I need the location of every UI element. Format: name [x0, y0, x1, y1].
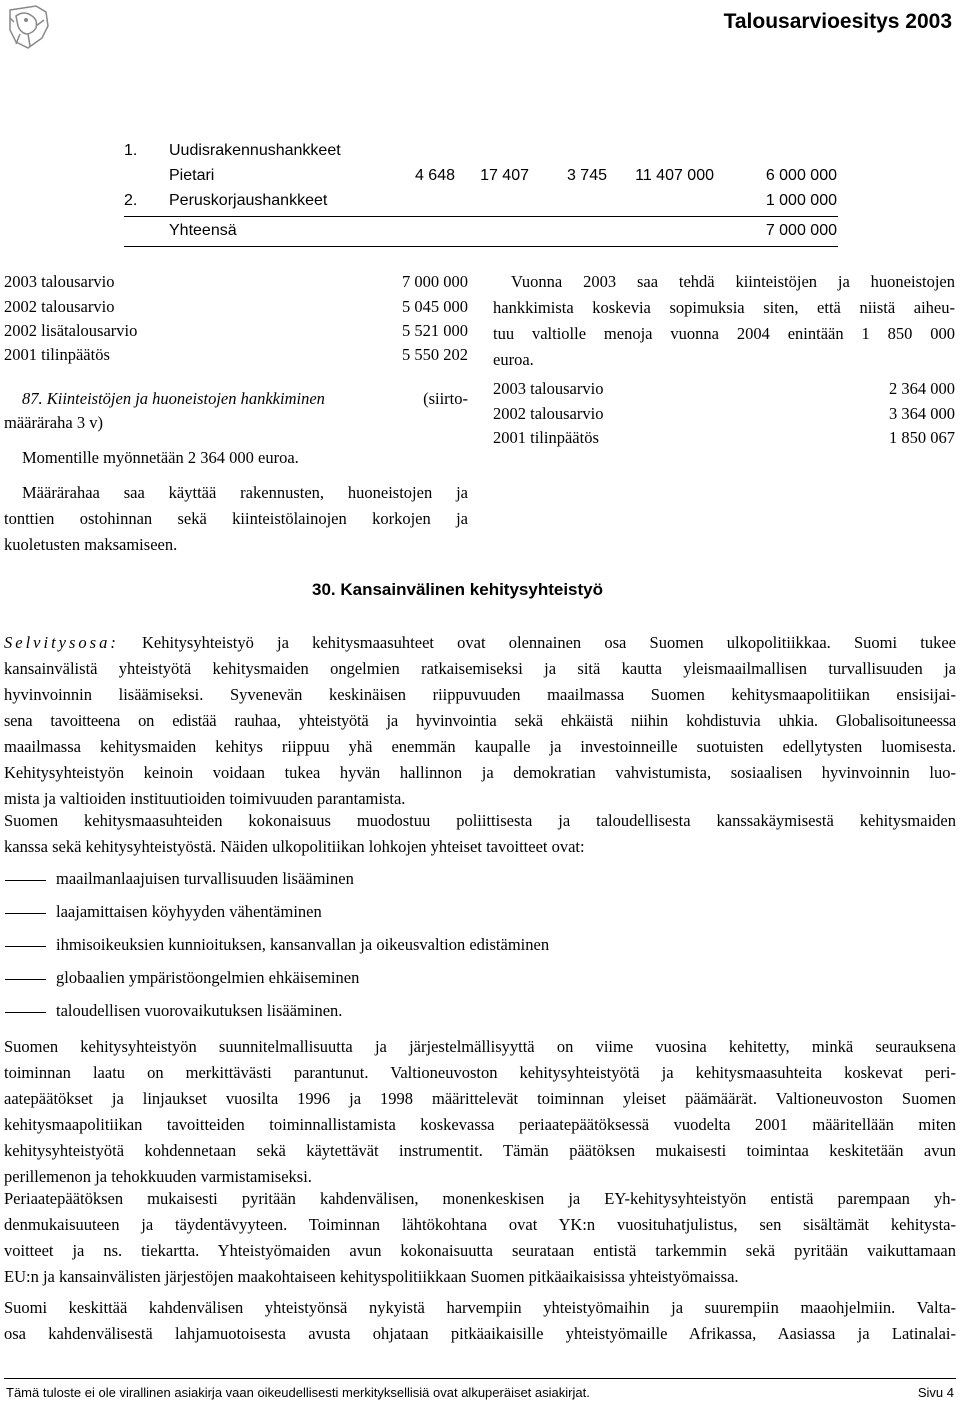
row-number: 2.: [124, 192, 138, 209]
list-item: taloudellisen vuorovaikutuksen lisääminen.: [56, 1001, 343, 1020]
budget-label: 2001 tilinpäätös: [4, 345, 110, 364]
budget-label: 2003 talousarvio: [493, 379, 604, 398]
paragraph: [4, 480, 468, 558]
text-line: toiminnan laatu on merkittävästi parantunut. Valtioneuvoston kehitysyhteistyötä ja kehitysmaasuhteita koskevat peri-: [4, 1063, 956, 1082]
item-heading-title: 87. Kiinteistöjen ja huoneistojen hankkiminen: [22, 389, 325, 408]
paragraph: [4, 1186, 956, 1290]
finnish-lion-crest-icon: [6, 4, 52, 50]
row-number: 1.: [124, 142, 138, 159]
text-line: maailmassa kehitysmaiden kehitys riippuu yhä enemmän kaupalle ja investoinneille suotuisten edellytysten luomisesta.: [4, 737, 956, 756]
text-line: hyvinvoinnin lisäämiseksi. Syvenevän keskinäisen riippuvuuden maailmassa Suomen kehitysmaapolitiikan ensisijai-: [4, 685, 956, 704]
list-item: ihmisoikeuksien kunnioituksen, kansanvallan ja oikeusvaltion edistäminen: [56, 935, 550, 954]
text-line: Suomen kehitysyhteistyön suunnitelmallisuutta ja järjestelmällisyyttä on viime vuosina kehitetty, minkä seurauksena: [4, 1037, 956, 1056]
paragraph: [493, 269, 955, 373]
item-heading-type: (siirto-: [423, 389, 468, 408]
item-heading-cont: määräraha 3 v): [4, 413, 103, 432]
document-title: Talousarvioesitys 2003: [723, 10, 952, 33]
budget-value: 5 550 202: [402, 345, 468, 364]
dash-icon: [5, 1012, 46, 1013]
text-line: Suomen kehitysmaasuhteiden kokonaisuus muodostuu poliittisesta ja taloudellisesta kanssakäymisestä kehitysmaiden: [4, 811, 956, 830]
list-item: laajamittaisen köyhyyden vähentäminen: [56, 902, 322, 921]
table-divider: [124, 246, 838, 247]
footer-disclaimer: Tämä tuloste ei ole virallinen asiakirja vaan oikeudellisesti merkityksellisiä ovat alkuperäiset asiakirjat.: [6, 1385, 590, 1400]
dash-icon: [5, 880, 46, 881]
text-line: Vuonna 2003 saa tehdä kiinteistöjen ja huoneistojen: [511, 272, 955, 291]
row-label: Peruskorjaushankkeet: [169, 192, 328, 209]
budget-value: 2 364 000: [889, 379, 955, 398]
table-cell: 4 648: [414, 167, 455, 184]
text-line: mista ja valtioiden instituutioiden toimivuuden parantamista.: [4, 789, 406, 808]
table-cell: 3 745: [566, 167, 607, 184]
text-line: EU:n ja kansainvälisten järjestöjen maakohtaiseen kehityspolitiikkaan Suomen pitkäaikaisissa yhteistyömaissa.: [4, 1267, 739, 1286]
text-line: Kehitysyhteistyön keinoin voidaan tukea hyvän hallinnon ja demokratian vahvistumista, sosiaalisen hyvinvoinnin luo-: [4, 763, 956, 782]
text-line: euroa.: [493, 350, 534, 369]
budget-value: 7 000 000: [402, 272, 468, 291]
page-number: Sivu 4: [917, 1385, 954, 1400]
text-line: kehitysmaapolitiikan tavoitteiden toiminnallistamista koskevassa periaatepäätöksessä vuodelta 2001 määritellään miten: [4, 1115, 956, 1134]
text-line: denmukaisuuteen ja täydentävyyteen. Toiminnan lähtökohtana ovat YK:n vuosituhatjulistus, sen sisältämät kehitysta-: [4, 1215, 956, 1234]
dash-icon: [5, 946, 46, 947]
row-label: Pietari: [169, 167, 215, 184]
table-cell: 11 407 000: [635, 167, 714, 184]
list-item: globaalien ympäristöongelmien ehkäiseminen: [56, 968, 360, 987]
paragraph: [4, 630, 956, 812]
text-line: kehitysyhteistyötä kohdennetaan sekä käytettävät instrumentit. Tämän päätöksen mukaisesti toimintaa keskitetään avun: [4, 1141, 956, 1160]
budget-value: 5 045 000: [402, 297, 468, 316]
paragraph: Momentille myönnetään 2 364 000 euroa.: [22, 448, 299, 467]
total-value: 7 000 000: [765, 222, 837, 239]
text-line: hankkimista koskevia sopimuksia siten, että niistä aiheu-: [493, 298, 955, 317]
text-line: tonttien ostohinnan sekä kiinteistölainojen korkojen ja: [4, 509, 468, 528]
text-line: kansainvälistä yhteistyötä kehitysmaiden ongelmien ratkaisemiseksi ja sitä kautta yleismaailmallisen turvallisuuden ja: [4, 659, 956, 678]
paragraph: [4, 1034, 956, 1190]
selvitysosa-label: Selvitysosa:: [4, 633, 119, 652]
text-line: aatepäätökset ja linjaukset vuosilta 1996 ja 1998 määrittelevät toiminnan yleiset päämäärät. Valtioneuvoston Suomen: [4, 1089, 956, 1108]
item-heading: [22, 389, 468, 409]
text-line: Määrärahaa saa käyttää rakennusten, huoneistojen ja: [22, 483, 468, 502]
text-line: sena tavoitteena on edistää rauhaa, yhteistyötä ja hyvinvointia sekä ehkäistä niihin kohdistuvia uhkia. Globalisoituneessa: [4, 711, 956, 730]
budget-label: 2001 tilinpäätös: [493, 428, 599, 447]
dash-icon: [5, 913, 46, 914]
text-line: voitteet ja ns. tiekartta. Yhteistyömaiden avun kokonaisuutta seurataan entistä tarkemmin sekä pyritään vaikuttamaan: [4, 1241, 956, 1260]
budget-label: 2002 talousarvio: [4, 297, 115, 316]
table-cell: 17 407: [480, 167, 529, 184]
text-line: perillemenon ja tehokkuuden varmistamiseksi.: [4, 1167, 312, 1186]
budget-value: 3 364 000: [889, 404, 955, 423]
text-line: Kehitysyhteistyö ja kehitysmaasuhteet ovat olennainen osa Suomen ulkopolitiikkaa. Suomi tukee: [142, 633, 957, 652]
footer-divider: [4, 1378, 956, 1379]
text-line: kanssa sekä kehitysyhteistyöstä. Näiden ulkopolitiikan lohkojen yhteiset tavoitteet ovat:: [4, 837, 585, 856]
budget-value: 1 850 067: [889, 428, 955, 447]
table-divider: [124, 216, 838, 217]
table-cell: 6 000 000: [765, 167, 837, 184]
list-item: maailmanlaajuisen turvallisuuden lisääminen: [56, 869, 354, 888]
text-line: Suomi keskittää kahdenvälisen yhteistyönsä nykyistä harvempiin yhteistyömaihin ja suurempiin maaohjelmiin. Valta-: [4, 1298, 956, 1317]
row-label: Uudisrakennushankkeet: [169, 142, 341, 159]
budget-value: 5 521 000: [402, 321, 468, 340]
table-cell: 1 000 000: [765, 192, 837, 209]
budget-label: 2002 lisätalousarvio: [4, 321, 138, 340]
budget-label: 2002 talousarvio: [493, 404, 604, 423]
budget-label: 2003 talousarvio: [4, 272, 115, 291]
section-heading: 30. Kansainvälinen kehitysyhteistyö: [312, 580, 604, 599]
total-label: Yhteensä: [169, 222, 237, 239]
text-line: tuu valtiolle menoja vuonna 2004 enintään 1 850 000: [493, 324, 955, 343]
text-line: Periaatepäätöksen mukaisesti pyritään kahdenvälisen, monenkeskisen ja EY-kehitysyhteistyön entistä parempaan yh-: [4, 1189, 956, 1208]
paragraph: [4, 1295, 956, 1347]
paragraph: [4, 808, 956, 860]
text-line: osa kahdenvälisestä lahjamuotoisesta avusta ohjataan pitkäaikaisille yhteistyömaille Afrikassa, Aasiassa ja Latinalai-: [4, 1324, 956, 1343]
text-line: kuoletusten maksamiseen.: [4, 535, 178, 554]
dash-icon: [5, 979, 46, 980]
